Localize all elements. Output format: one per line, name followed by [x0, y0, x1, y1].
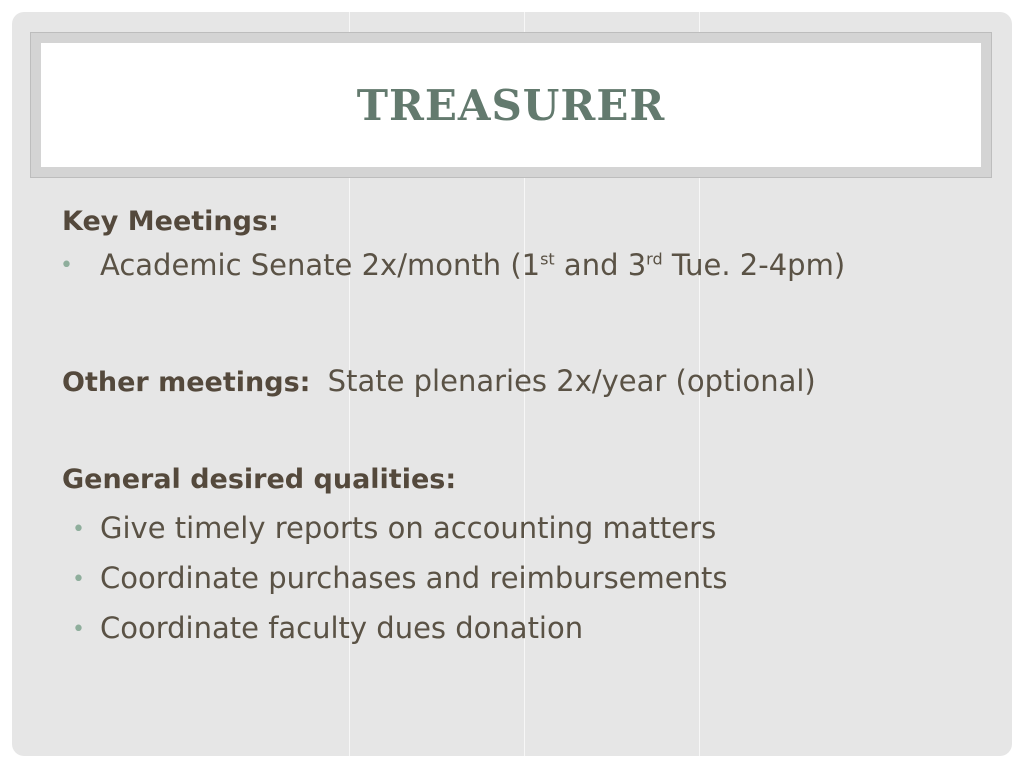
item-text: Tue. 2-4pm) — [662, 248, 846, 282]
ordinal-suffix: st — [540, 249, 555, 269]
slide-title: TREASURER — [356, 80, 666, 130]
list-item: Give timely reports on accounting matters — [100, 511, 717, 545]
list-item: Coordinate faculty dues donation — [100, 611, 584, 645]
other-meetings-line — [62, 364, 816, 398]
other-meetings-text: State plenaries 2x/year (optional) — [327, 364, 816, 398]
list-item: Coordinate purchases and reimbursements — [100, 561, 728, 595]
other-meetings-heading: Other meetings: — [62, 367, 311, 398]
item-text: Academic Senate 2x/month (1 — [100, 248, 541, 282]
key-meetings-heading: Key Meetings: — [62, 206, 279, 237]
bullet-icon: • — [72, 517, 85, 542]
key-meetings-item — [100, 248, 845, 282]
bullet-icon: • — [60, 253, 73, 278]
bullet-icon: • — [72, 617, 85, 642]
title-frame — [30, 32, 992, 178]
slide — [12, 12, 1012, 756]
item-text: and 3 — [554, 248, 647, 282]
title-box — [41, 43, 981, 167]
ordinal-suffix: rd — [646, 249, 663, 269]
bullet-icon: • — [72, 567, 85, 592]
qualities-heading: General desired qualities: — [62, 464, 457, 495]
